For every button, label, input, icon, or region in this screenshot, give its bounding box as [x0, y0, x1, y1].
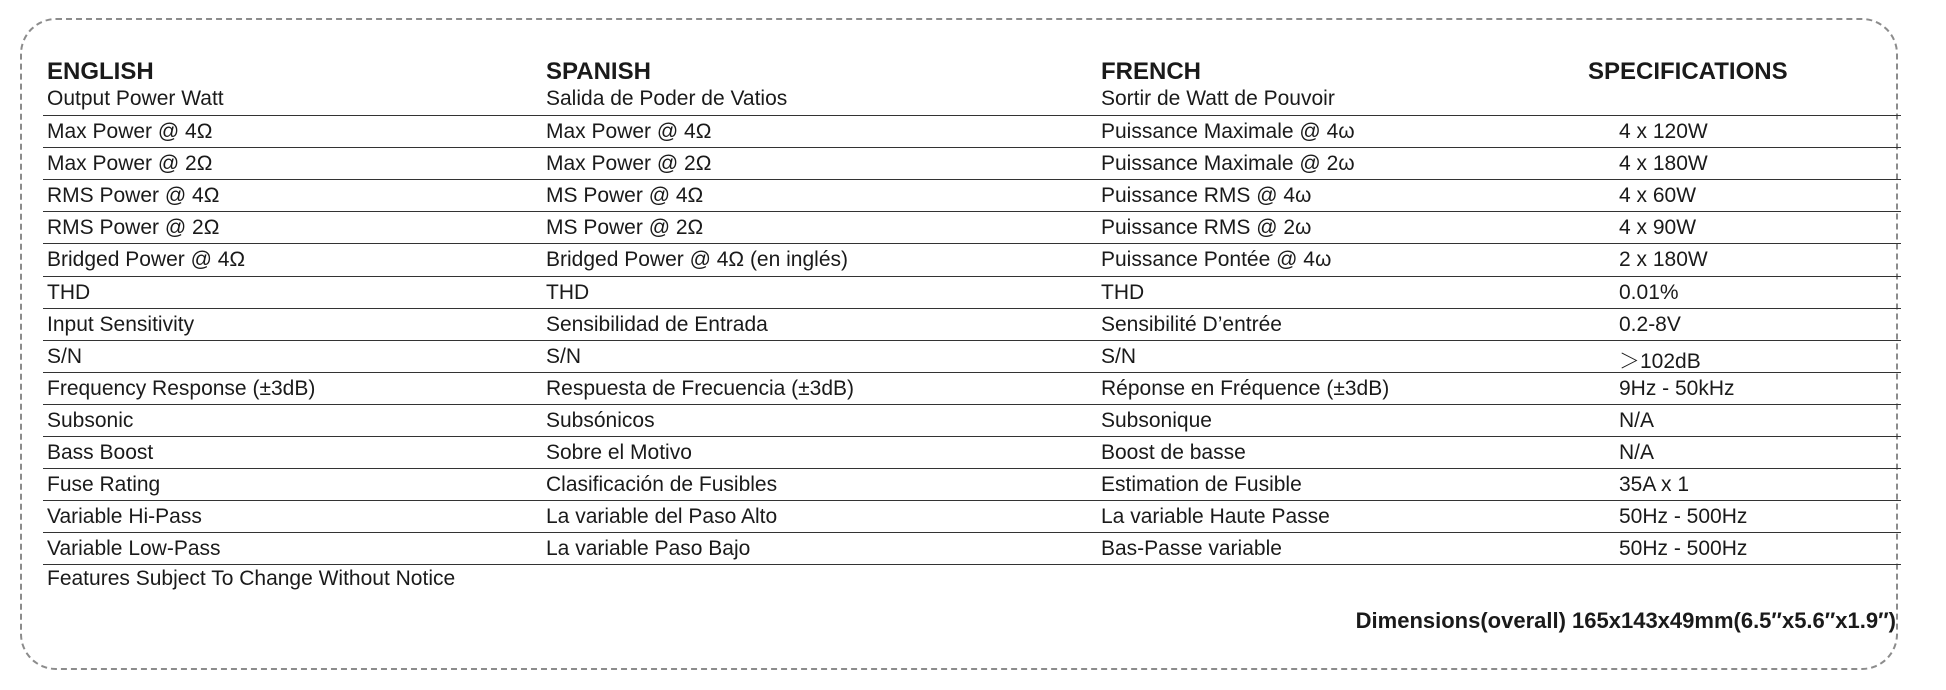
cell-spec: 50Hz - 500Hz [1619, 537, 1748, 561]
cell-english: Subsonic [47, 408, 134, 432]
row-divider [43, 115, 1901, 116]
row-divider [43, 340, 1901, 341]
cell-french: Puissance RMS @ 2ω [1101, 216, 1312, 240]
cell-french: Estimation de Fusible [1101, 473, 1302, 497]
cell-french: Puissance Maximale @ 2ω [1101, 152, 1355, 176]
cell-english: RMS Power @ 2Ω [47, 216, 220, 240]
cell-french: Puissance Maximale @ 4ω [1101, 120, 1355, 143]
cell-spanish: La variable del Paso Alto [546, 505, 778, 529]
cell-spanish: Sobre el Motivo [546, 441, 692, 464]
cell-spec: 0.2-8V [1619, 312, 1681, 336]
footer-notice: Features Subject To Change Without Notice [47, 567, 456, 590]
subheader-french: Sortir de Watt de Pouvoir [1101, 87, 1335, 110]
row-divider [43, 500, 1901, 501]
cell-spec: 4 x 180W [1619, 152, 1708, 176]
cell-french: Puissance RMS @ 4ω [1101, 184, 1312, 208]
cell-english: Bass Boost [47, 441, 154, 464]
cell-spanish: Bridged Power @ 4Ω (en inglés) [546, 248, 848, 272]
cell-english: Variable Hi-Pass [47, 505, 202, 529]
cell-english: Input Sensitivity [47, 312, 195, 336]
row-divider [43, 372, 1901, 373]
subheader-english: Output Power Watt [47, 87, 224, 110]
cell-spec: 4 x 120W [1619, 120, 1708, 143]
cell-spec: ＞102dB [1619, 349, 1701, 373]
header-english: ENGLISH [47, 58, 154, 85]
cell-spec: 9Hz - 50kHz [1619, 376, 1735, 400]
cell-english: S/N [47, 344, 83, 368]
cell-english: RMS Power @ 4Ω [47, 184, 220, 208]
row-divider [43, 468, 1901, 469]
cell-french: Réponse en Fréquence (±3dB) [1101, 376, 1390, 400]
row-divider [43, 243, 1901, 244]
cell-french: S/N [1101, 344, 1137, 368]
cell-spec: 0.01% [1619, 280, 1679, 304]
dimensions-text: Dimensions(overall) 165x143x49mm(6.5″x5.6″x1.9″) [1355, 608, 1896, 633]
cell-spec: 2 x 180W [1619, 248, 1708, 272]
cell-french: THD [1101, 280, 1145, 304]
cell-spanish: Clasificación de Fusibles [546, 473, 778, 497]
row-divider [43, 564, 1901, 565]
row-divider [43, 276, 1901, 277]
cell-spanish: MS Power @ 2Ω [546, 216, 704, 240]
header-specifications: SPECIFICATIONS [1588, 58, 1788, 85]
row-divider [43, 436, 1901, 437]
cell-english: Fuse Rating [47, 473, 161, 497]
cell-spec: 35A x 1 [1619, 473, 1690, 497]
cell-french: Subsonique [1101, 408, 1212, 432]
header-french: FRENCH [1101, 58, 1201, 85]
cell-spanish: Respuesta de Frecuencia (±3dB) [546, 376, 855, 400]
cell-french: La variable Haute Passe [1101, 505, 1330, 529]
row-divider [43, 532, 1901, 533]
cell-english: THD [47, 280, 91, 304]
cell-spanish: MS Power @ 4Ω [546, 184, 704, 208]
cell-spanish: La variable Paso Bajo [546, 537, 751, 561]
cell-english: Max Power @ 4Ω [47, 120, 213, 143]
cell-french: Bas-Passe variable [1101, 537, 1282, 561]
cell-english: Bridged Power @ 4Ω [47, 248, 246, 272]
cell-spanish: Max Power @ 4Ω [546, 120, 712, 143]
cell-spanish: Sensibilidad de Entrada [546, 312, 768, 336]
cell-spanish: THD [546, 280, 590, 304]
cell-spec: 4 x 90W [1619, 216, 1697, 240]
row-divider [43, 404, 1901, 405]
cell-spec: N/A [1619, 441, 1655, 464]
cell-spec: 4 x 60W [1619, 184, 1697, 208]
cell-french: Sensibilité D’entrée [1101, 312, 1282, 336]
cell-spanish: S/N [546, 344, 582, 368]
header-spanish: SPANISH [546, 58, 651, 85]
cell-spanish: Max Power @ 2Ω [546, 152, 712, 176]
cell-english: Frequency Response (±3dB) [47, 376, 316, 400]
cell-spec: 50Hz - 500Hz [1619, 505, 1748, 529]
cell-french: Puissance Pontée @ 4ω [1101, 248, 1332, 272]
subheader-spanish: Salida de Poder de Vatios [546, 87, 788, 110]
cell-spanish: Subsónicos [546, 408, 655, 432]
cell-english: Max Power @ 2Ω [47, 152, 213, 176]
row-divider [43, 308, 1901, 309]
row-divider [43, 211, 1901, 212]
row-divider [43, 147, 1901, 148]
row-divider [43, 179, 1901, 180]
cell-english: Variable Low-Pass [47, 537, 221, 561]
cell-spec: N/A [1619, 408, 1655, 432]
cell-french: Boost de basse [1101, 441, 1246, 464]
